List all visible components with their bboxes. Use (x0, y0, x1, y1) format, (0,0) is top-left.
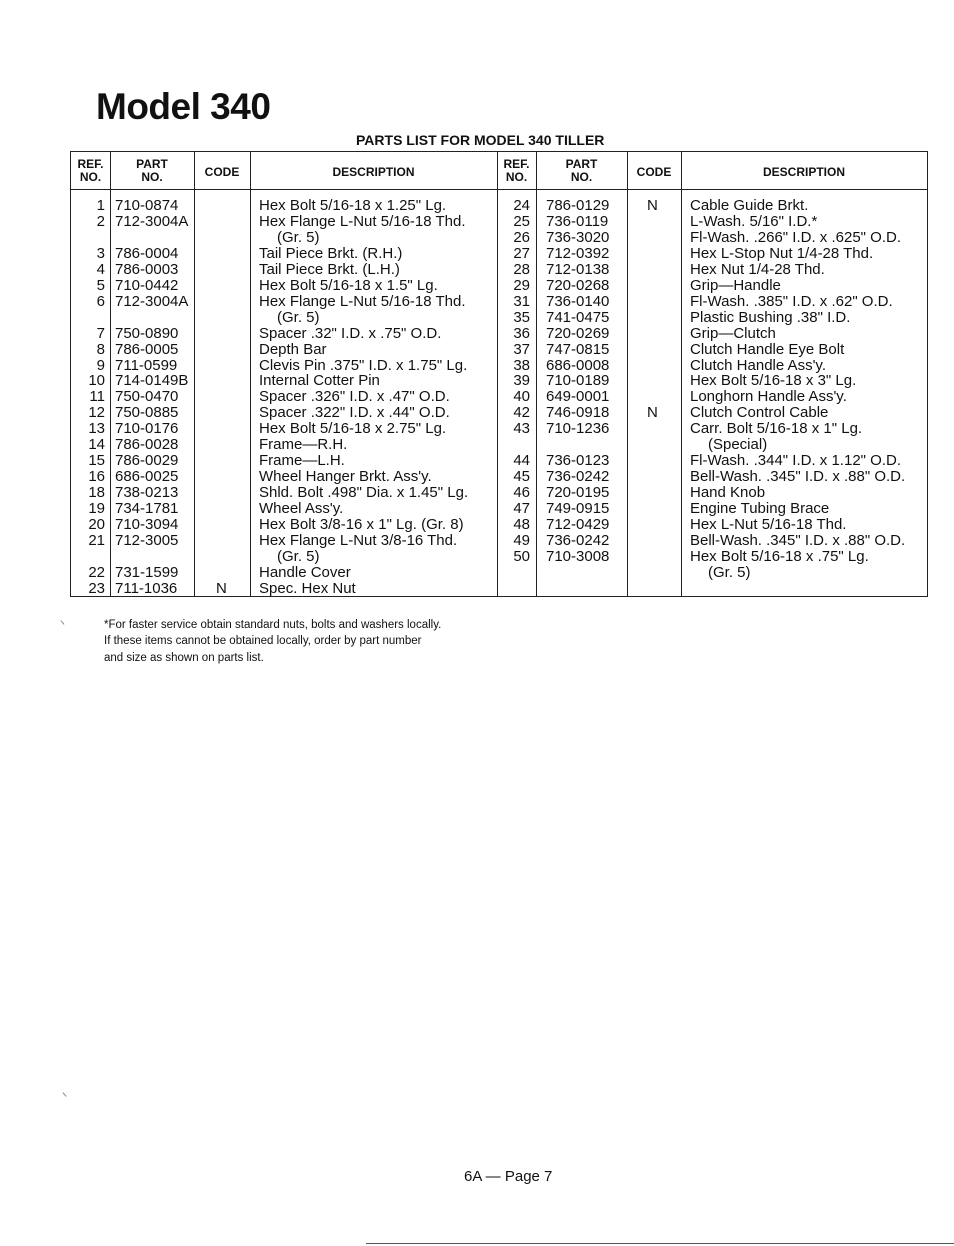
row-part-no: 712-3005 (115, 531, 179, 549)
row-part-no: 734-1781 (115, 500, 179, 518)
row-ref-no: 44 (513, 452, 530, 470)
header-ref-line1: REF. (503, 157, 530, 171)
row-description: Hex Flange L-Nut 5/16-18 Thd. (259, 292, 466, 310)
row-ref-no: 2 (96, 212, 105, 230)
row-ref-no: 24 (513, 197, 530, 214)
row-part-no: 710-0189 (546, 372, 610, 390)
row-ref-no: 7 (96, 324, 105, 342)
column-rule (250, 152, 251, 596)
model-title: Model 340 (96, 86, 271, 127)
row-description: Hex Bolt 5/16-18 x 1.5" Lg. (259, 276, 438, 294)
row-ref-no: 43 (513, 420, 530, 438)
row-part-no: 714-0149B (115, 372, 189, 390)
row-part-no: 710-3008 (546, 547, 610, 565)
row-description: Clutch Control Cable (690, 404, 829, 422)
row-description: Internal Cotter Pin (259, 372, 380, 390)
header-part-line1: PART (565, 157, 598, 171)
row-part-no: 686-0025 (115, 468, 179, 486)
row-ref-no: 27 (513, 244, 530, 262)
row-ref-no: 25 (513, 212, 530, 230)
column-rule (497, 152, 498, 596)
row-ref-no: 20 (88, 516, 105, 533)
header-description: DESCRIPTION (762, 165, 845, 179)
row-part-no: 712-0138 (546, 260, 610, 278)
row-part-no: 686-0008 (546, 356, 610, 374)
row-description: (Gr. 5) (277, 228, 320, 246)
row-ref-no: 35 (513, 308, 530, 326)
row-description: Grip—Clutch (690, 324, 776, 342)
row-ref-no: 22 (88, 563, 105, 581)
row-description: Hex Bolt 3/8-16 x 1" Lg. (Gr. 8) (259, 516, 464, 533)
column-rule (110, 152, 111, 596)
scan-mark (61, 620, 65, 624)
row-part-no: 786-0004 (115, 244, 179, 262)
row-description: Hex L-Stop Nut 1/4-28 Thd. (690, 244, 874, 262)
row-part-no: 736-0140 (546, 292, 610, 310)
row-description: Spacer .32" I.D. x .75" O.D. (259, 324, 442, 342)
row-description: Clutch Handle Ass'y. (690, 356, 826, 374)
header-description: DESCRIPTION (332, 165, 415, 179)
row-part-no: 736-0123 (546, 452, 610, 470)
row-part-no: 720-0268 (546, 276, 610, 294)
row-description: Engine Tubing Brace (690, 500, 830, 518)
row-ref-no: 18 (88, 484, 105, 502)
row-ref-no: 12 (88, 404, 105, 422)
row-ref-no: 39 (513, 372, 530, 390)
row-ref-no: 48 (513, 516, 530, 533)
footnote-line: If these items cannot be obtained locally, order by part number (104, 635, 422, 647)
row-ref-no: 26 (513, 228, 530, 246)
row-ref-no: 1 (96, 197, 105, 214)
row-part-no: 712-0392 (546, 244, 610, 262)
row-part-no: 786-0029 (115, 452, 179, 470)
header-ref-no (71, 158, 110, 184)
row-description: Hex Nut 1/4-28 Thd. (690, 260, 825, 278)
row-code: N (647, 404, 658, 422)
row-part-no: 750-0890 (115, 324, 179, 342)
row-part-no: 711-1036 (115, 579, 178, 597)
row-part-no: 711-0599 (115, 356, 178, 374)
row-part-no: 786-0005 (115, 340, 179, 358)
row-ref-no: 42 (513, 404, 530, 422)
row-description: Handle Cover (259, 563, 351, 581)
row-part-no: 738-0213 (115, 484, 179, 502)
row-ref-no: 3 (96, 244, 105, 262)
row-ref-no: 6 (96, 292, 105, 310)
row-part-no: 712-0429 (546, 516, 610, 533)
row-ref-no: 19 (88, 500, 105, 518)
row-description: Hex Bolt 5/16-18 x .75" Lg. (690, 547, 869, 565)
row-part-no: 710-0874 (115, 197, 179, 214)
row-part-no: 746-0918 (546, 404, 610, 422)
row-part-no: 710-3094 (115, 516, 179, 533)
row-part-no: 736-0242 (546, 531, 610, 549)
row-description: Longhorn Handle Ass'y. (690, 388, 847, 406)
row-description: Cable Guide Brkt. (690, 197, 809, 214)
row-description: (Gr. 5) (277, 308, 320, 326)
row-part-no: 736-3020 (546, 228, 610, 246)
row-ref-no: 46 (513, 484, 530, 502)
row-description: Clevis Pin .375" I.D. x 1.75" Lg. (259, 356, 468, 374)
header-part-line2: NO. (141, 170, 163, 184)
row-description: Frame—L.H. (259, 452, 345, 470)
row-description: Wheel Ass'y. (259, 500, 344, 518)
row-ref-no: 50 (513, 547, 530, 565)
row-description: Hex Bolt 5/16-18 x 1.25" Lg. (259, 197, 447, 214)
page-number: 6A — Page 7 (464, 1168, 553, 1185)
row-part-no: 749-0915 (546, 500, 610, 518)
row-description: Hand Knob (690, 484, 766, 502)
row-part-no: 710-0176 (115, 420, 179, 438)
row-ref-no: 11 (89, 388, 105, 406)
row-description: Fl-Wash. .344" I.D. x 1.12" O.D. (690, 452, 901, 470)
column-rule (194, 152, 195, 596)
row-part-no: 750-0470 (115, 388, 179, 406)
row-ref-no: 37 (513, 340, 530, 358)
row-ref-no: 8 (96, 340, 105, 358)
row-ref-no: 9 (96, 356, 105, 374)
row-code: N (647, 197, 658, 214)
column-rule (536, 152, 537, 596)
column-rule (627, 152, 628, 596)
row-ref-no: 49 (513, 531, 530, 549)
row-description: Spec. Hex Nut (259, 579, 356, 597)
row-ref-no: 10 (88, 372, 105, 390)
row-ref-no: 13 (88, 420, 105, 438)
row-part-no: 710-1236 (546, 420, 610, 438)
parts-table (70, 151, 928, 597)
row-ref-no: 4 (96, 260, 105, 278)
row-part-no: 741-0475 (546, 308, 610, 326)
row-ref-no: 5 (96, 276, 105, 294)
bottom-rule (366, 1243, 954, 1244)
row-description: Frame—R.H. (259, 436, 348, 454)
row-description: (Special) (708, 436, 768, 454)
row-description: Carr. Bolt 5/16-18 x 1" Lg. (690, 420, 863, 438)
row-ref-no: 38 (513, 356, 530, 374)
header-ref-line2: NO. (505, 170, 528, 184)
header-part-no (110, 158, 194, 184)
row-ref-no: 45 (513, 468, 530, 486)
row-part-no: 736-0242 (546, 468, 610, 486)
header-code: CODE (204, 165, 240, 179)
row-code: N (216, 579, 227, 597)
row-description: Fl-Wash. .266" I.D. x .625" O.D. (690, 228, 901, 246)
header-part-line1: PART (136, 157, 168, 171)
row-description: Clutch Handle Eye Bolt (690, 340, 845, 358)
row-part-no: 731-1599 (115, 563, 179, 581)
header-part-line2: NO. (570, 170, 593, 184)
row-description: Shld. Bolt .498" Dia. x 1.45" Lg. (259, 484, 469, 502)
row-description: (Gr. 5) (708, 563, 751, 581)
header-part-no (536, 158, 627, 184)
row-part-no: 712-3004A (115, 292, 189, 310)
scan-mark (63, 1092, 67, 1096)
row-description: (Gr. 5) (277, 547, 320, 565)
parts-list-title: PARTS LIST FOR MODEL 340 TILLER (356, 132, 605, 148)
row-description: Fl-Wash. .385" I.D. x .62" O.D. (690, 292, 893, 310)
row-part-no: 786-0028 (115, 436, 179, 454)
row-description: Grip—Handle (690, 276, 781, 294)
row-description: Depth Bar (259, 340, 327, 358)
row-part-no: 736-0119 (546, 212, 609, 230)
row-ref-no: 31 (513, 292, 530, 310)
footnote-line: and size as shown on parts list. (104, 652, 264, 664)
row-description: Plastic Bushing .38" I.D. (690, 308, 851, 326)
row-ref-no: 29 (513, 276, 530, 294)
footnote-line: *For faster service obtain standard nuts, bolts and washers locally. (104, 619, 442, 631)
row-description: Hex Bolt 5/16-18 x 2.75" Lg. (259, 420, 447, 438)
row-ref-no: 40 (513, 388, 530, 406)
row-description: Tail Piece Brkt. (R.H.) (259, 244, 403, 262)
row-ref-no: 28 (513, 260, 530, 278)
row-part-no: 750-0885 (115, 404, 179, 422)
row-ref-no: 16 (88, 468, 105, 486)
row-ref-no: 14 (88, 436, 105, 454)
row-part-no: 720-0195 (546, 484, 610, 502)
row-description: Spacer .322" I.D. x .44" O.D. (259, 404, 450, 422)
row-ref-no: 21 (88, 531, 105, 549)
row-description: Hex L-Nut 5/16-18 Thd. (690, 516, 847, 533)
row-description: Wheel Hanger Brkt. Ass'y. (259, 468, 432, 486)
row-ref-no: 23 (88, 579, 105, 597)
row-part-no: 786-0129 (546, 197, 610, 214)
row-description: L-Wash. 5/16" I.D.* (690, 212, 818, 230)
row-part-no: 649-0001 (546, 388, 610, 406)
row-description: Bell-Wash. .345" I.D. x .88" O.D. (690, 531, 906, 549)
header-code: CODE (636, 165, 672, 179)
row-description: Tail Piece Brkt. (L.H.) (259, 260, 400, 278)
row-ref-no: 36 (513, 324, 530, 342)
row-part-no: 747-0815 (546, 340, 610, 358)
column-rule (681, 152, 682, 596)
row-description: Hex Bolt 5/16-18 x 3" Lg. (690, 372, 857, 390)
row-ref-no: 15 (88, 452, 105, 470)
row-part-no: 786-0003 (115, 260, 179, 278)
header-ref-line1: REF. (77, 157, 104, 171)
header-ref-no (497, 158, 536, 184)
row-part-no: 720-0269 (546, 324, 610, 342)
row-ref-no: 47 (513, 500, 530, 518)
row-description: Spacer .326" I.D. x .47" O.D. (259, 388, 450, 406)
row-description: Bell-Wash. .345" I.D. x .88" O.D. (690, 468, 906, 486)
row-part-no: 712-3004A (115, 212, 189, 230)
row-description: Hex Flange L-Nut 5/16-18 Thd. (259, 212, 466, 230)
row-description: Hex Flange L-Nut 3/8-16 Thd. (259, 531, 458, 549)
header-ref-line2: NO. (79, 170, 102, 184)
row-part-no: 710-0442 (115, 276, 179, 294)
header-rule (71, 189, 927, 190)
